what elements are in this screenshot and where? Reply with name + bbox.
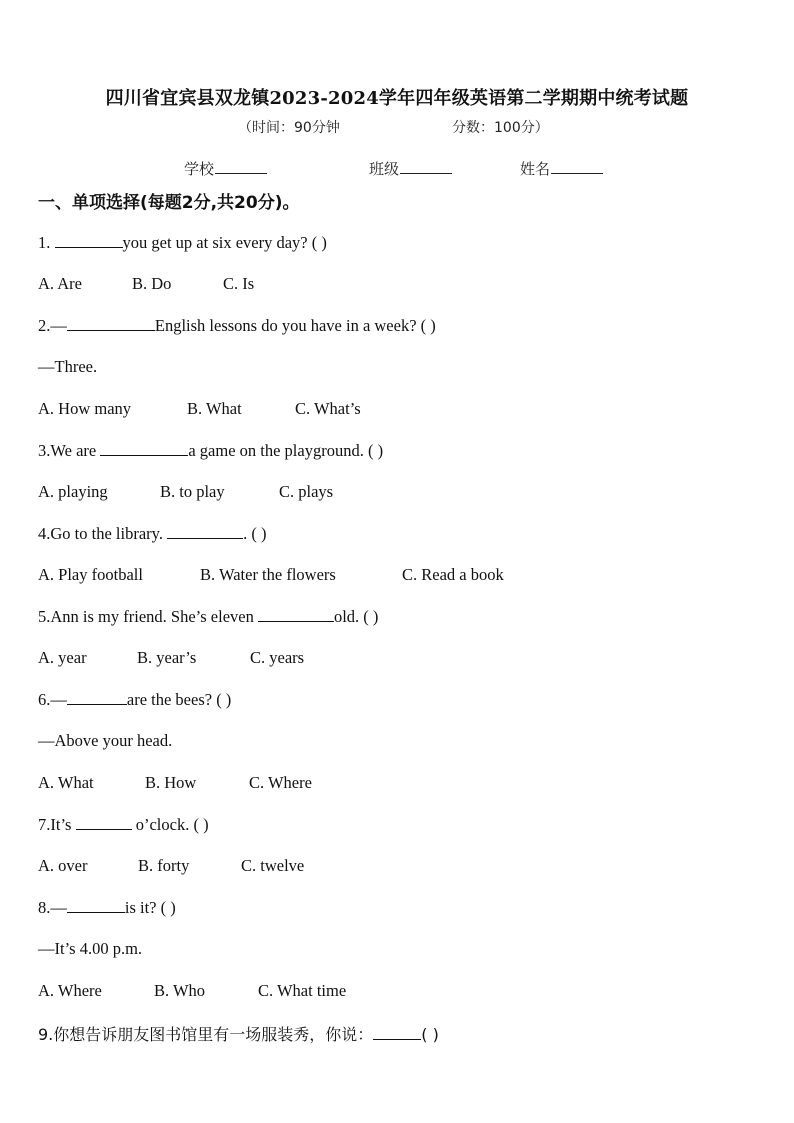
q2-option-c[interactable]: C. What’s: [295, 399, 361, 418]
question-3: [38, 440, 383, 461]
q4-option-b[interactable]: B. Water the flowers: [200, 565, 336, 584]
question-2: [38, 315, 436, 336]
q2-number: 2.—: [38, 316, 67, 335]
class-label: 班级: [369, 160, 400, 178]
q7-options: [38, 856, 304, 876]
q5-option-c[interactable]: C. years: [250, 648, 305, 667]
q8-number: 8.—: [38, 898, 67, 917]
q7-text: o’clock. ( ): [135, 815, 209, 834]
q2-text: English lessons do you have in a week? ( ): [154, 316, 436, 335]
question-8: [38, 897, 176, 918]
q3-options: [38, 482, 333, 502]
q8-option-b[interactable]: B. Who: [154, 981, 206, 1000]
question-4: [38, 523, 266, 544]
exam-score: 分数：100分）: [452, 120, 549, 136]
q8-option-a[interactable]: A. Where: [38, 981, 102, 1000]
q8-text: is it? ( ): [124, 898, 176, 917]
name-field: [520, 158, 603, 179]
class-blank[interactable]: [400, 159, 452, 174]
q5-blank[interactable]: [258, 606, 334, 622]
q5-text: old. ( ): [333, 607, 379, 626]
class-field: [369, 158, 452, 179]
q7-option-a[interactable]: A. over: [38, 856, 88, 875]
q3-option-c[interactable]: C. plays: [279, 482, 334, 501]
q5-options: [38, 648, 304, 668]
q6-option-c[interactable]: C. Where: [249, 773, 312, 792]
q5-number: 5.Ann is my friend. She’s eleven: [38, 607, 254, 626]
q2-options: [38, 399, 361, 419]
q3-option-a[interactable]: A. playing: [38, 482, 108, 501]
q1-option-a[interactable]: A. Are: [38, 274, 82, 293]
question-5: [38, 606, 378, 627]
q6-reply: —Above your head.: [38, 731, 173, 750]
q9-number: 9.你想告诉朋友图书馆里有一场服装秀，你说：: [38, 1025, 374, 1044]
q2-option-a[interactable]: A. How many: [38, 399, 132, 418]
q8-reply: —It’s 4.00 p.m.: [38, 939, 143, 958]
section-heading: 一、单项选择(每题2分,共20分)。: [38, 193, 300, 213]
q8-blank[interactable]: [67, 897, 125, 913]
q3-option-b[interactable]: B. to play: [160, 482, 225, 501]
q7-option-c[interactable]: C. twelve: [241, 856, 305, 875]
q1-number: 1.: [38, 233, 51, 252]
q1-options: [38, 274, 254, 294]
q7-number: 7.It’s: [38, 815, 72, 834]
school-field: [184, 158, 267, 179]
q4-text: . ( ): [243, 524, 267, 543]
q9-text: ( ): [421, 1025, 439, 1044]
school-label: 学校: [184, 160, 215, 178]
q1-option-b[interactable]: B. Do: [132, 274, 172, 293]
q9-blank[interactable]: [373, 1024, 421, 1040]
question-6: [38, 689, 231, 710]
q6-option-b[interactable]: B. How: [145, 773, 197, 792]
q6-options: [38, 773, 312, 793]
exam-title: 四川省宜宾县双龙镇2023-2024学年四年级英语第二学期期中统考试题: [105, 88, 689, 109]
name-blank[interactable]: [551, 159, 603, 174]
q3-number: 3.We are: [38, 441, 97, 460]
q2-reply: —Three.: [38, 357, 98, 376]
q2-option-b[interactable]: B. What: [187, 399, 242, 418]
question-7: [38, 814, 209, 835]
q3-blank[interactable]: [100, 440, 188, 456]
q2-blank[interactable]: [67, 315, 155, 331]
question-9: [38, 1022, 439, 1045]
question-1: [38, 232, 327, 253]
q6-text: are the bees? ( ): [126, 690, 232, 709]
q6-blank[interactable]: [67, 689, 127, 705]
q6-number: 6.—: [38, 690, 67, 709]
q4-number: 4.Go to the library.: [38, 524, 163, 543]
q5-option-a[interactable]: A. year: [38, 648, 87, 667]
q4-option-c[interactable]: C. Read a book: [402, 565, 504, 584]
q1-text: you get up at six every day? ( ): [122, 233, 327, 252]
q7-option-b[interactable]: B. forty: [138, 856, 190, 875]
exam-time: （时间：90分钟: [238, 120, 340, 136]
school-blank[interactable]: [215, 159, 267, 174]
q8-option-c[interactable]: C. What time: [258, 981, 347, 1000]
q5-option-b[interactable]: B. year’s: [137, 648, 197, 667]
q1-blank[interactable]: [55, 232, 123, 248]
q7-blank[interactable]: [76, 814, 132, 830]
q4-options: [38, 565, 504, 585]
name-label: 姓名: [520, 160, 551, 178]
q4-blank[interactable]: [167, 523, 243, 539]
q1-option-c[interactable]: C. Is: [223, 274, 255, 293]
q6-option-a[interactable]: A. What: [38, 773, 94, 792]
q8-options: [38, 981, 346, 1001]
q4-option-a[interactable]: A. Play football: [38, 565, 143, 584]
q3-text: a game on the playground. ( ): [188, 441, 384, 460]
